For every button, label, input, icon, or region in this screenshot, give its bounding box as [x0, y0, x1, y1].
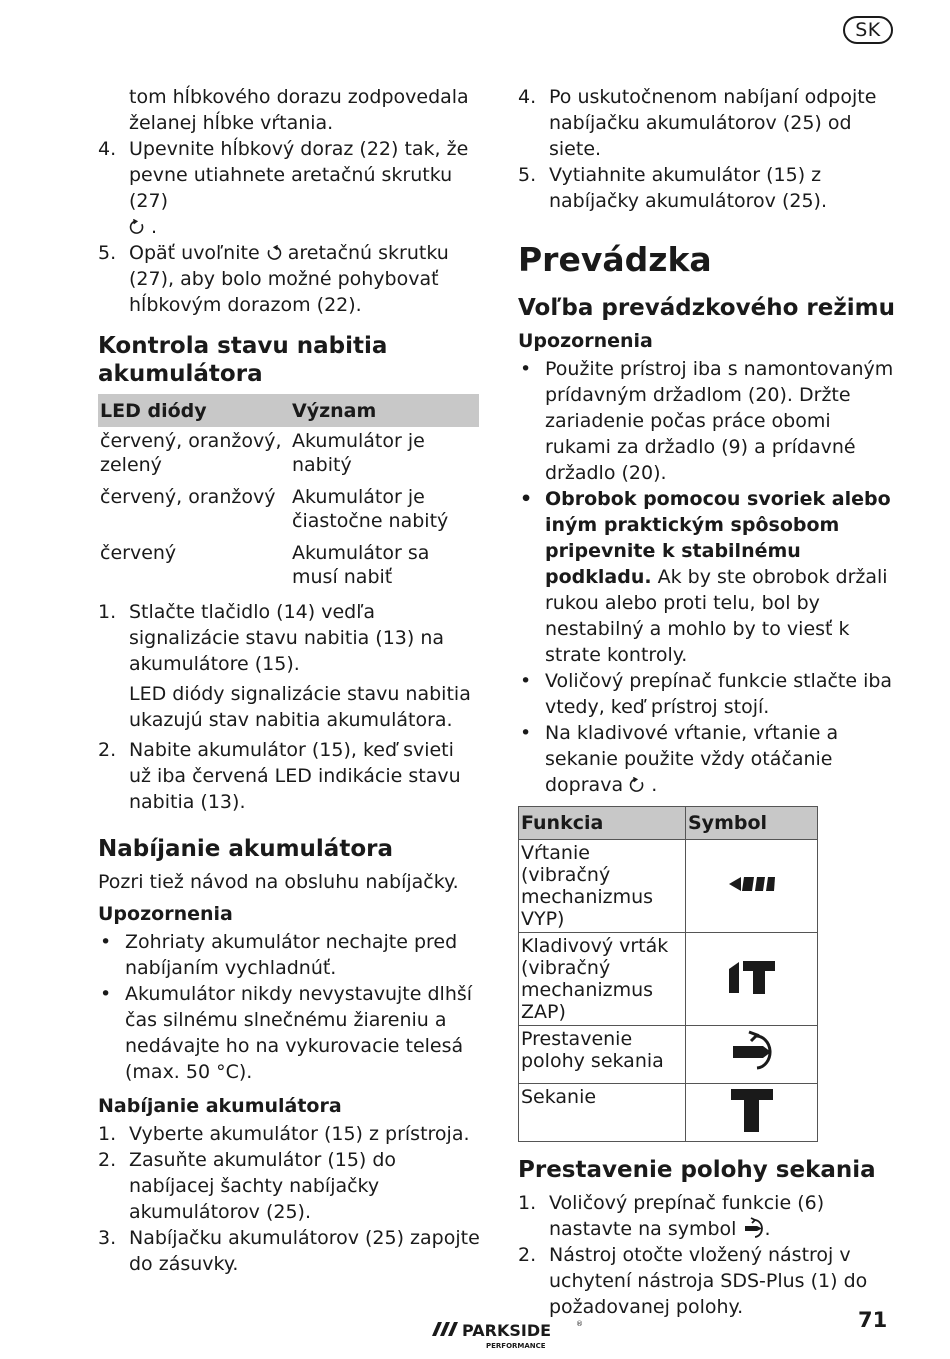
- table-row: [519, 840, 818, 933]
- right-column: [518, 84, 900, 1320]
- list-item: [98, 1225, 480, 1277]
- paragraph: Pozri tiež návod na obsluhu nabíjačky.: [98, 871, 459, 893]
- hammer-drill-icon: [727, 957, 777, 997]
- led-table: [98, 394, 479, 595]
- bullet-item: • Použite prístroj iba s namontovaným prídavným držadlom (20). Držte zariadenie počas práce obomi rukami za držadlo (9) a prídavné držadlo (20).: [518, 356, 900, 486]
- step-text: Nabite akumulátor (15), keď svieti už iba červená LED indikácie stavu nabitia (13).: [129, 739, 461, 813]
- list-item: [98, 1121, 480, 1147]
- step-text: Po uskutočnenom nabíjaní odpojte nabíjačku akumulátorov (25) od siete.: [549, 86, 877, 160]
- table-cell: červený, oranžový: [100, 486, 276, 508]
- step-number: 4.: [98, 138, 117, 160]
- list-item: [518, 162, 900, 214]
- rotate-counterclockwise-icon: [266, 245, 282, 261]
- list-item: [98, 240, 480, 318]
- step-text-pre: Opäť uvoľnite: [129, 242, 260, 264]
- step-number: 2.: [518, 1244, 537, 1266]
- table-header: Symbol: [686, 807, 818, 840]
- section-heading: Nabíjanie akumulátora: [98, 836, 393, 862]
- table-cell: červený: [100, 542, 177, 564]
- section-heading: Voľba prevádzkového režimu: [518, 295, 895, 321]
- subheading: Nabíjanie akumulátora: [98, 1095, 342, 1117]
- table-cell: Akumulátor je čiastočne nabitý: [292, 486, 449, 532]
- brand-name: PARKSIDE: [462, 1321, 552, 1340]
- step-number: 4.: [518, 86, 537, 108]
- step-continuation: tom hĺbkového dorazu zodpovedala želanej hĺbke vŕtania.: [129, 86, 469, 134]
- registered-mark: ®: [576, 1320, 583, 1328]
- bullet-text: Voličový prepínač funkcie stlačte iba vtedy, keď prístroj stojí.: [545, 670, 893, 718]
- step-number: 3.: [98, 1227, 117, 1249]
- bullet-item: • Akumulátor nikdy nevystavujte dlhší čas silnému slnečnému žiareniu a nedávajte ho na vykurovacie telesá (max. 50 °C).: [98, 981, 480, 1085]
- parkside-logo: [430, 1316, 583, 1352]
- bullet-text: Akumulátor nikdy nevystavujte dlhší čas silnému slnečnému žiareniu a nedávajte ho na vykurovacie telesá (max. 50 °C).: [125, 983, 473, 1083]
- bullet-item: • Voličový prepínač funkcie stlačte iba vtedy, keď prístroj stojí.: [518, 668, 900, 720]
- step-number: 1.: [98, 1123, 117, 1145]
- list-item: [518, 84, 900, 162]
- bullet-text: Použite prístroj iba s namontovaným prídavným držadlom (20). Držte zariadenie počas práce obomi rukami za držadlo (9) a prídavné držadlo (20).: [545, 358, 894, 484]
- bullet-text: Na kladivové vŕtanie, vŕtanie a sekanie použite vždy otáčanie doprava: [545, 722, 839, 796]
- list-item: [518, 1242, 900, 1320]
- section-heading: Prestavenie polohy sekania: [518, 1157, 876, 1183]
- table-cell: Sekanie: [519, 1084, 686, 1142]
- step-number: 1.: [98, 601, 117, 623]
- step-text: Zasuňte akumulátor (15) do nabíjacej šachty nabíjačky akumulátorov (25).: [129, 1149, 397, 1223]
- table-header: Funkcia: [519, 807, 686, 840]
- list-item: [518, 1190, 900, 1242]
- table-cell: Akumulátor je nabitý: [292, 430, 425, 476]
- step-continuation: LED diódy signalizácie stavu nabitia ukazujú stav nabitia akumulátora.: [129, 683, 471, 731]
- list-item: [98, 136, 480, 240]
- step-text: Vytiahnite akumulátor (15) z nabíjačky akumulátorov (25).: [549, 164, 827, 212]
- bullet-text: Ak by ste obrobok držali rukou alebo proti telu, bol by nestabilný a mohlo by to viesť k strate kontroly.: [545, 566, 888, 666]
- table-cell: Vŕtanie (vibračný mechanizmus VYP): [519, 840, 686, 933]
- step-text: Nástroj otočte vložený nástroj v uchytení nástroja SDS-Plus (1) do požadovanej polohy.: [549, 1244, 868, 1318]
- table-row: [519, 1026, 818, 1084]
- table-cell: [686, 1026, 818, 1084]
- table-cell: [686, 1084, 818, 1142]
- bullet-item: • Zohriaty akumulátor nechajte pred nabíjaním vychladnúť.: [98, 929, 480, 981]
- subheading: Upozornenia: [98, 903, 233, 925]
- table-row: [519, 933, 818, 1026]
- table-header: Význam: [290, 394, 479, 427]
- bullet-text: Zohriaty akumulátor nechajte pred nabíjaním vychladnúť.: [125, 931, 458, 979]
- chisel-rotate-icon: [743, 1217, 765, 1239]
- section-heading: Kontrola stavu nabitia akumulátora: [98, 333, 388, 387]
- step-text: aretačnú skrutku (27), aby bolo možné pohybovať hĺbkovým dorazom (22).: [129, 242, 449, 316]
- step-number: 5.: [518, 164, 537, 186]
- step-number: 2.: [98, 739, 117, 761]
- chisel-rotate-icon: [727, 1030, 777, 1074]
- brand-sub: PERFORMANCE: [486, 1342, 546, 1350]
- table-cell: Akumulátor sa musí nabiť: [292, 542, 430, 588]
- bullet-item: • Obrobok pomocou svoriek alebo iným praktickým spôsobom pripevnite k stabilnému podkladu. Ak by ste obrobok držali rukou alebo proti telu, bol by nestabilný a mohlo by to viesť k strate kontroly.: [520, 488, 891, 666]
- step-number: 1.: [518, 1192, 537, 1214]
- table-cell: [686, 840, 818, 933]
- bullet-item: • Na kladivové vŕtanie, vŕtanie a sekanie použite vždy otáčanie doprava .: [520, 722, 839, 796]
- table-cell: červený, oranžový, zelený: [100, 430, 282, 476]
- step-tail: .: [764, 1218, 771, 1240]
- step-text: Nabíjačku akumulátorov (25) zapojte do zásuvky.: [129, 1227, 480, 1275]
- step-text: Voličový prepínač funkcie (6) nastavte na symbol: [549, 1192, 825, 1240]
- table-cell: [686, 933, 818, 1026]
- subheading: Upozornenia: [518, 330, 653, 352]
- table-row: [98, 539, 479, 595]
- list-item: [98, 599, 480, 677]
- rotate-clockwise-icon: [129, 219, 145, 235]
- table-header: LED diódy: [98, 394, 290, 427]
- function-table: [518, 806, 818, 1142]
- table-cell: Prestavenie polohy sekania: [519, 1026, 686, 1084]
- step-number: 2.: [98, 1149, 117, 1171]
- table-cell: Kladivový vrták (vibračný mechanizmus ZAP): [519, 933, 686, 1026]
- language-badge: SK: [843, 16, 893, 44]
- list-item: [98, 1147, 480, 1225]
- bullet-bold-text: Obrobok pomocou svoriek alebo iným praktickým spôsobom pripevnite k stabilnému podkladu.: [545, 488, 891, 588]
- chapter-title: Prevádzka: [518, 240, 712, 279]
- list-item: [98, 737, 480, 815]
- chisel-icon: [727, 1087, 777, 1133]
- bullet-tail: .: [651, 774, 658, 796]
- step-number: 5.: [98, 242, 117, 264]
- left-column: [98, 84, 480, 1277]
- step-text: Vyberte akumulátor (15) z prístroja.: [129, 1123, 470, 1145]
- step-tail: .: [151, 216, 158, 238]
- rotate-clockwise-icon: [629, 777, 645, 793]
- table-row: [98, 427, 479, 483]
- table-row: [519, 1084, 818, 1142]
- table-row: [98, 483, 479, 539]
- page-number: 71: [858, 1308, 888, 1332]
- step-text: Stlačte tlačidlo (14) vedľa signalizácie stavu nabitia (13) na akumulátore (15).: [129, 601, 445, 675]
- drill-icon: [727, 874, 777, 894]
- step-text: Upevnite hĺbkový doraz (22) tak, že pevne utiahnete aretačnú skrutku (27): [129, 138, 469, 212]
